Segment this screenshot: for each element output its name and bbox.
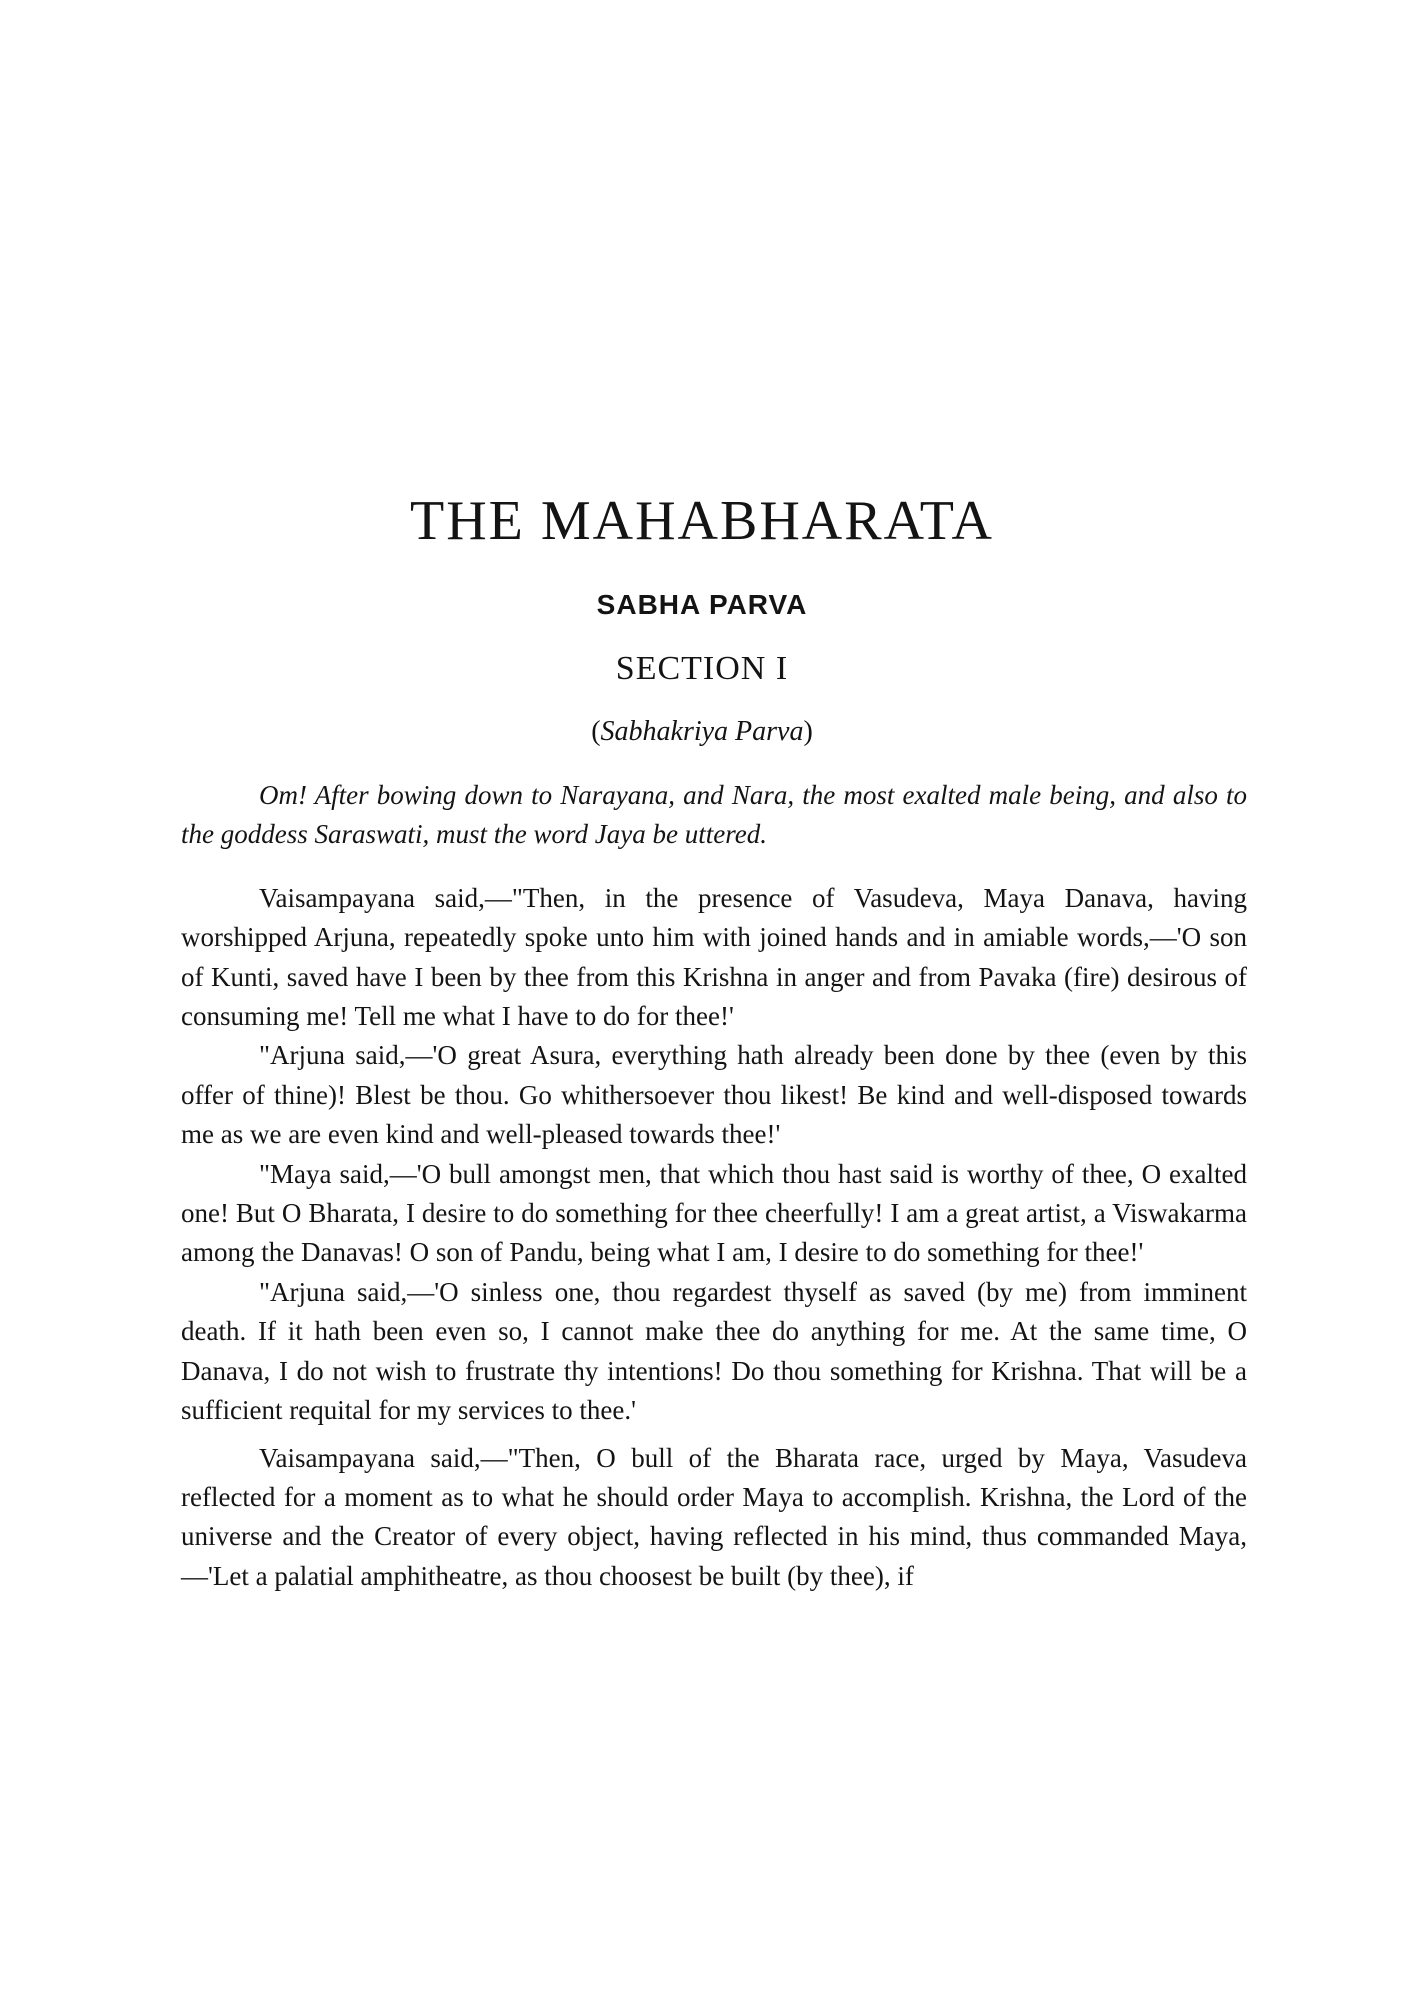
paragraph: "Arjuna said,—'O great Asura, everything hath already been done by thee (even by this offer of thine)! Blest be thou. Go whithersoever thou likest! Be kind and well-disposed towards me as we are even kind and well-pleased towards thee!' [181,1040,1247,1150]
paragraph: Vaisampayana said,—"Then, in the presence of Vasudeva, Maya Danava, having worshipped Arjuna, repeatedly spoke unto him with joined hands and in amiable words,—'O son of Kunti, saved have I been by thee from this Krishna in anger and from Pavaka (fire) desirous of consuming me! Tell me what I have to do for thee!' [181,882,1247,1032]
paragraph: Vaisampayana said,—"Then, O bull of the Bharata race, urged by Maya, Vasudeva reflected for a moment as to what he should order Maya to accomplish. Krishna, the Lord of the universe and the Creator of every object, having reflected in his mind, thus commanded Maya, —'Let a palatial amphitheatre, as thou choosest be built (by thee), if [181,1442,1247,1591]
subtitle-text: Sabhakriya Parva [600,716,804,747]
paragraph: "Maya said,—'O bull amongst men, that which thou hast said is worthy of thee, O exalted one! But O Bharata, I desire to do something for thee cheerfully! I am a great artist, a Viswakarma among the Danavas! O son of Pandu, being what I am, I desire to do something for thee!' [181,1158,1247,1268]
section-heading: SECTION I [615,650,789,687]
invocation-paragraph: Om! After bowing down to Narayana, and Nara, the most exalted male being, and also to the goddess Saraswati, must the word Jaya be uttered. [181,780,1247,850]
book-title: THE MAHABHARATA [410,490,994,552]
sub-parva-title [0,718,1404,746]
parva-heading: SABHA PARVA [596,589,808,620]
body-text [181,776,1247,1596]
subtitle-close-paren: ) [803,716,813,747]
paragraph: "Arjuna said,—'O sinless one, thou regardest thyself as saved (by me) from imminent death. If it hath been even so, I cannot make thee do anything for me. At the same time, O Danava, I do not wish to frustrate thy intentions! Do thou something for Krishna. That will be a sufficient requital for my services to thee.' [181,1276,1247,1426]
subtitle-open-paren: ( [591,716,601,747]
